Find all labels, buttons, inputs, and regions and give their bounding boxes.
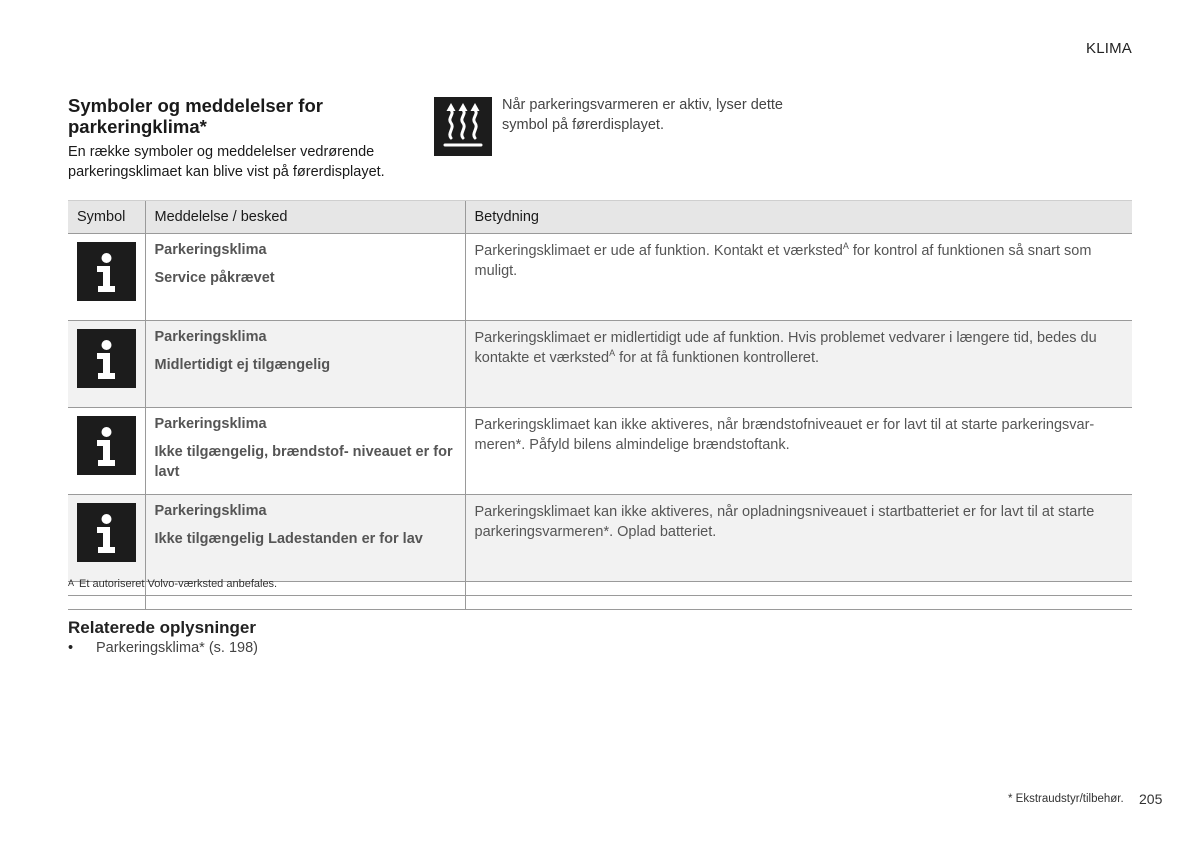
info-icon bbox=[77, 416, 136, 475]
heater-symbol-description: Når parkeringsvarmeren er aktiv, lyser dette symbol på førerdisplayet. bbox=[502, 97, 783, 133]
table-row bbox=[68, 234, 1132, 321]
footnote-text: Et autoriseret Volvo-værksted anbefales. bbox=[79, 578, 278, 590]
table-empty-row bbox=[68, 596, 1132, 610]
page-title: Symboler og meddelelser for parkeringklima* bbox=[68, 95, 323, 137]
message-detail: Service påkrævet bbox=[154, 270, 275, 286]
footnote-mark: A bbox=[68, 578, 75, 588]
message-detail: Ikke tilgængelig Ladestanden er for lav bbox=[154, 531, 423, 547]
footnote bbox=[68, 578, 277, 590]
related-link-text[interactable]: Parkeringsklima* (s. 198) bbox=[96, 640, 258, 656]
message-title: Parkeringsklima bbox=[154, 503, 267, 519]
header-message: Meddelelse / besked bbox=[145, 201, 465, 234]
message-detail: Ikke tilgængelig, brændstof- niveauet er for lavt bbox=[154, 444, 453, 480]
intro-description: En række symboler og meddelelser vedrørende parkeringsklimaet kan blive vist på førerdisplayet. bbox=[68, 144, 385, 180]
related-info-heading: Relaterede oplysninger bbox=[68, 618, 257, 637]
message-title: Parkeringsklima bbox=[154, 242, 267, 258]
footnote-ref: A bbox=[609, 348, 616, 359]
intro-section bbox=[68, 95, 408, 182]
table-header-row bbox=[68, 201, 1132, 234]
meaning-text: Parkeringsklimaet er midlertidigt ude af funktion. Hvis problemet vedvarer i længere tid, bedes du kontakte et værksted$^A$ for at få funktionen kontrolleret. bbox=[465, 321, 1132, 408]
footnote-ref: A bbox=[842, 241, 849, 252]
symbols-table bbox=[68, 200, 1132, 610]
header-meaning: Betydning bbox=[465, 201, 1132, 234]
table-row bbox=[68, 408, 1132, 495]
heater-waves-icon bbox=[434, 97, 492, 156]
message-title: Parkeringsklima bbox=[154, 416, 267, 432]
footer-note: * Ekstraudstyr/tilbehør. bbox=[1008, 793, 1124, 805]
meaning-text: Parkeringsklimaet er ude af funktion. Kontakt et værksted$^A$ for kontrol af funktionen så snart som muligt. bbox=[465, 234, 1132, 321]
info-icon bbox=[77, 242, 136, 301]
related-link-item[interactable] bbox=[68, 640, 258, 656]
meaning-text: Parkeringsklimaet kan ikke aktiveres, når opladningsniveauet i startbatteriet er for lavt til at starte parkeringsvarmeren*. Oplad batteriet. bbox=[465, 495, 1132, 582]
meaning-text: Parkeringsklimaet kan ikke aktiveres, når brændstofniveauet er for lavt til at starte parkeringsvar- meren*. Påfyld bilens almindelige brændstoftank. bbox=[465, 408, 1132, 495]
message-title: Parkeringsklima bbox=[154, 329, 267, 345]
page-number: 205 bbox=[1139, 791, 1163, 807]
section-label: KLIMA bbox=[1085, 40, 1132, 57]
info-icon bbox=[77, 329, 136, 388]
message-detail: Midlertidigt ej tilgængelig bbox=[154, 357, 331, 373]
info-icon bbox=[77, 503, 136, 562]
bullet-icon: • bbox=[68, 640, 74, 656]
table-row bbox=[68, 495, 1132, 582]
header-symbol: Symbol bbox=[68, 201, 145, 234]
table-row bbox=[68, 321, 1132, 408]
